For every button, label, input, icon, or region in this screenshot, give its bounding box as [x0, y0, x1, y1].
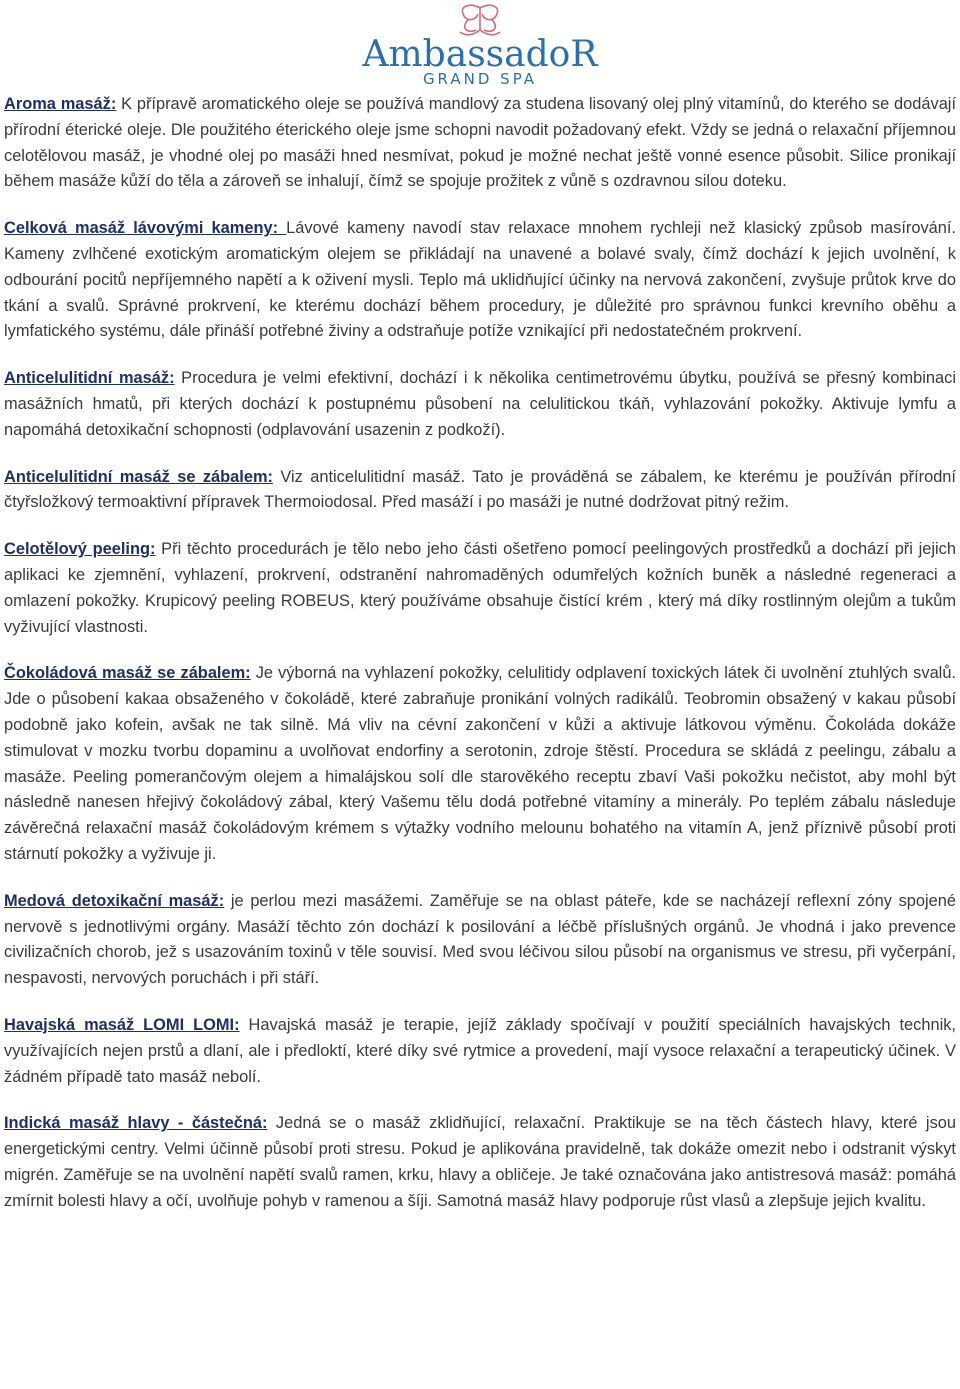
logo-brand-text: AmbassadoR [362, 34, 598, 75]
section-heading: Celotělový peeling: [4, 540, 156, 559]
section-text: Viz anticelulitidní masáž. Tato je prováděná se zábalem, ke kterému je používán přírodní čtyřsložkový termoaktivní přípravek Thermoiodosal. Před masáží i po masáži je nutné dodržovat pitný režim. [4, 467, 956, 512]
document-body [4, 92, 956, 1235]
section-anticellulite-wrap [4, 465, 956, 517]
section-text: Při těchto procedurách je tělo nebo jeho části ošetřeno pomocí peelingových prostředků a dochází při jejich aplikaci ke zjemnění, vyhlazení, prokrvení, odstranění nahromaděných odumřelých kožních buněk a následné regeneraci a omlazení pokožky. Krupicový peeling ROBEUS, který používáme obsahuje čistící krém , který má díky rostlinným olejům a tukům vyživující vlastnosti. [4, 540, 956, 636]
section-heading: Medová detoxikační masáž: [4, 891, 225, 910]
logo-sub-text: GRAND SPA [422, 70, 538, 88]
section-text: K přípravě aromatického oleje se používá mandlový za studena lisovaný olej plný vitamínů, do kterého se dodávají přírodní éterické oleje. Dle použitého éterického oleje jsme schopni navodit požadovaný efekt. Vždy se jedná o relaxační příjemnou celotělovou masáž, je vhodné olej po masáži hned nesmívat, pokud je možné nechat ještě vonné esence působit. Silice pronikají během masáže kůží do těla a zároveň se inhalují, čímž se spojuje prožitek z vůně s ozdravnou silou doteku. [4, 95, 956, 191]
section-heading: Anticelulitidní masáž: [4, 369, 175, 388]
section-chocolate [4, 661, 956, 867]
section-heading: Anticelulitidní masáž se zábalem: [4, 467, 273, 486]
section-heading: Aroma masáž: [4, 95, 117, 113]
section-text: Havajská masáž je terapie, jejíž základy spočívají v použití speciálních havajských technik, využívajících nejen prstů a dlaní, ale i předloktí, které díky své rytmice a provedení, mají vysoce relaxační a terapeutický účinek. V žádném případě tato masáž nebolí. [4, 1015, 956, 1086]
flourish-icon [460, 5, 500, 35]
section-aroma [4, 92, 956, 195]
logo-graphic [360, 0, 600, 90]
section-text: Je výborná na vyhlazení pokožky, celulitidy odplavení toxických látek či uvolnění ztuhlých svalů. Jde o působení kakaa obsaženého v čokoládě, které zabraňuje pronikání volných radikálů. Teobromin obsažený v kakau působí podobně jako kofein, avšak ne tak silně. Má vliv na cévní zakončení v kůži a aktivuje látkovou výměnu. Čokoláda dokáže stimulovat v mozku tvorbu dopaminu a uvolňovat endorfiny a serotonin, zdroje štěstí. Procedura se skládá z peelingu, zábalu a masáže. Peeling pomerančovým olejem a himalájskou solí dle starověkého receptu zbaví Vaši pokožku nečistot, aby mohl být následně nanesen hřejivý čokoládový zábal, který Vašemu tělu dodá potřebné vitamíny a minerály. Po teplém zábalu následuje závěrečná relaxační masáž čokoládovým krémem s výtažky vodního melounu bohatého na vitamín A, jenž příznivě působí proti stárnutí pokožky a vyživuje ji. [4, 664, 956, 863]
section-text: Jedná se o masáž zklidňující, relaxační. Praktikuje se na těch částech hlavy, které jsou energetickými centry. Velmi účinně působí proti stresu. Pokud je aplikována pravidelně, tak dokáže omezit nebo i odstranit výskyt migrén. Zaměřuje se na uvolnění napětí svalů ramen, krku, hlavy a obličeje. Je také označována jako antistresová masáž: pomáhá zmírnit bolesti hlavy a očí, uvolňuje pohyb v ramenou a šíji. Samotná masáž hlavy podporuje růst vlasů a zlepšuje jejich kvalitu. [4, 1114, 956, 1210]
section-lomi-lomi [4, 1013, 956, 1090]
brand-logo [360, 0, 600, 90]
section-indian-head [4, 1111, 956, 1214]
section-lava-stones [4, 216, 956, 345]
section-body-peeling [4, 537, 956, 640]
section-heading: Čokoládová masáž se zábalem: [4, 664, 251, 683]
section-text: Lávové kameny navodí stav relaxace mnohem rychleji než klasický způsob masírování. Kameny zvlhčené exotickým aromatickým olejem se přikládají na unavené a bolavé svaly, čímž dochází k jejich uvolnění, k odbourání pocitů nepříjemného napětí a k oživení mysli. Teplo má uklidňující účinky na nervová zakončení, zvyšuje průtok krve do tkání a svalů. Správné prokrvení, ke kterému dochází během procedury, je důležité pro správnou funkci krevního oběhu a lymfatického systému, dále přináší potřebné živiny a odstraňuje potíže vznikající při nedostatečném prokrvení. [4, 219, 956, 341]
section-heading: Celková masáž lávovými kameny: [4, 219, 287, 238]
section-text: Procedura je velmi efektivní, dochází i k několika centimetrovému úbytku, používá se přesný kombinaci masážních hmatů, při kterých dochází k postupnému působení na celulitickou tkáň, vyhlazování pokožky. Aktivuje lymfu a napomáhá detoxikační schopnosti (odplavování usazenin z podkoží). [4, 369, 957, 439]
section-text: je perlou mezi masážemi. Zaměřuje se na oblast páteře, kde se nacházejí reflexní zóny spojené nervově s jednotlivými orgány. Masáží těchto zón dochází k posilování a léčbě příslušných orgánů. Je vhodná i jako prevence civilizačních chorob, jež s usazováním toxinů v těle souvisí. Med svou léčivou silou působí na organismus ve stresu, při vyčerpání, nespavosti, nervových poruchách i při stáří. [4, 891, 956, 988]
section-heading: Havajská masáž LOMI LOMI: [4, 1015, 240, 1034]
section-heading: Indická masáž hlavy - částečná: [4, 1114, 268, 1133]
section-honey-detox [4, 889, 956, 992]
section-anticellulite [4, 366, 956, 443]
